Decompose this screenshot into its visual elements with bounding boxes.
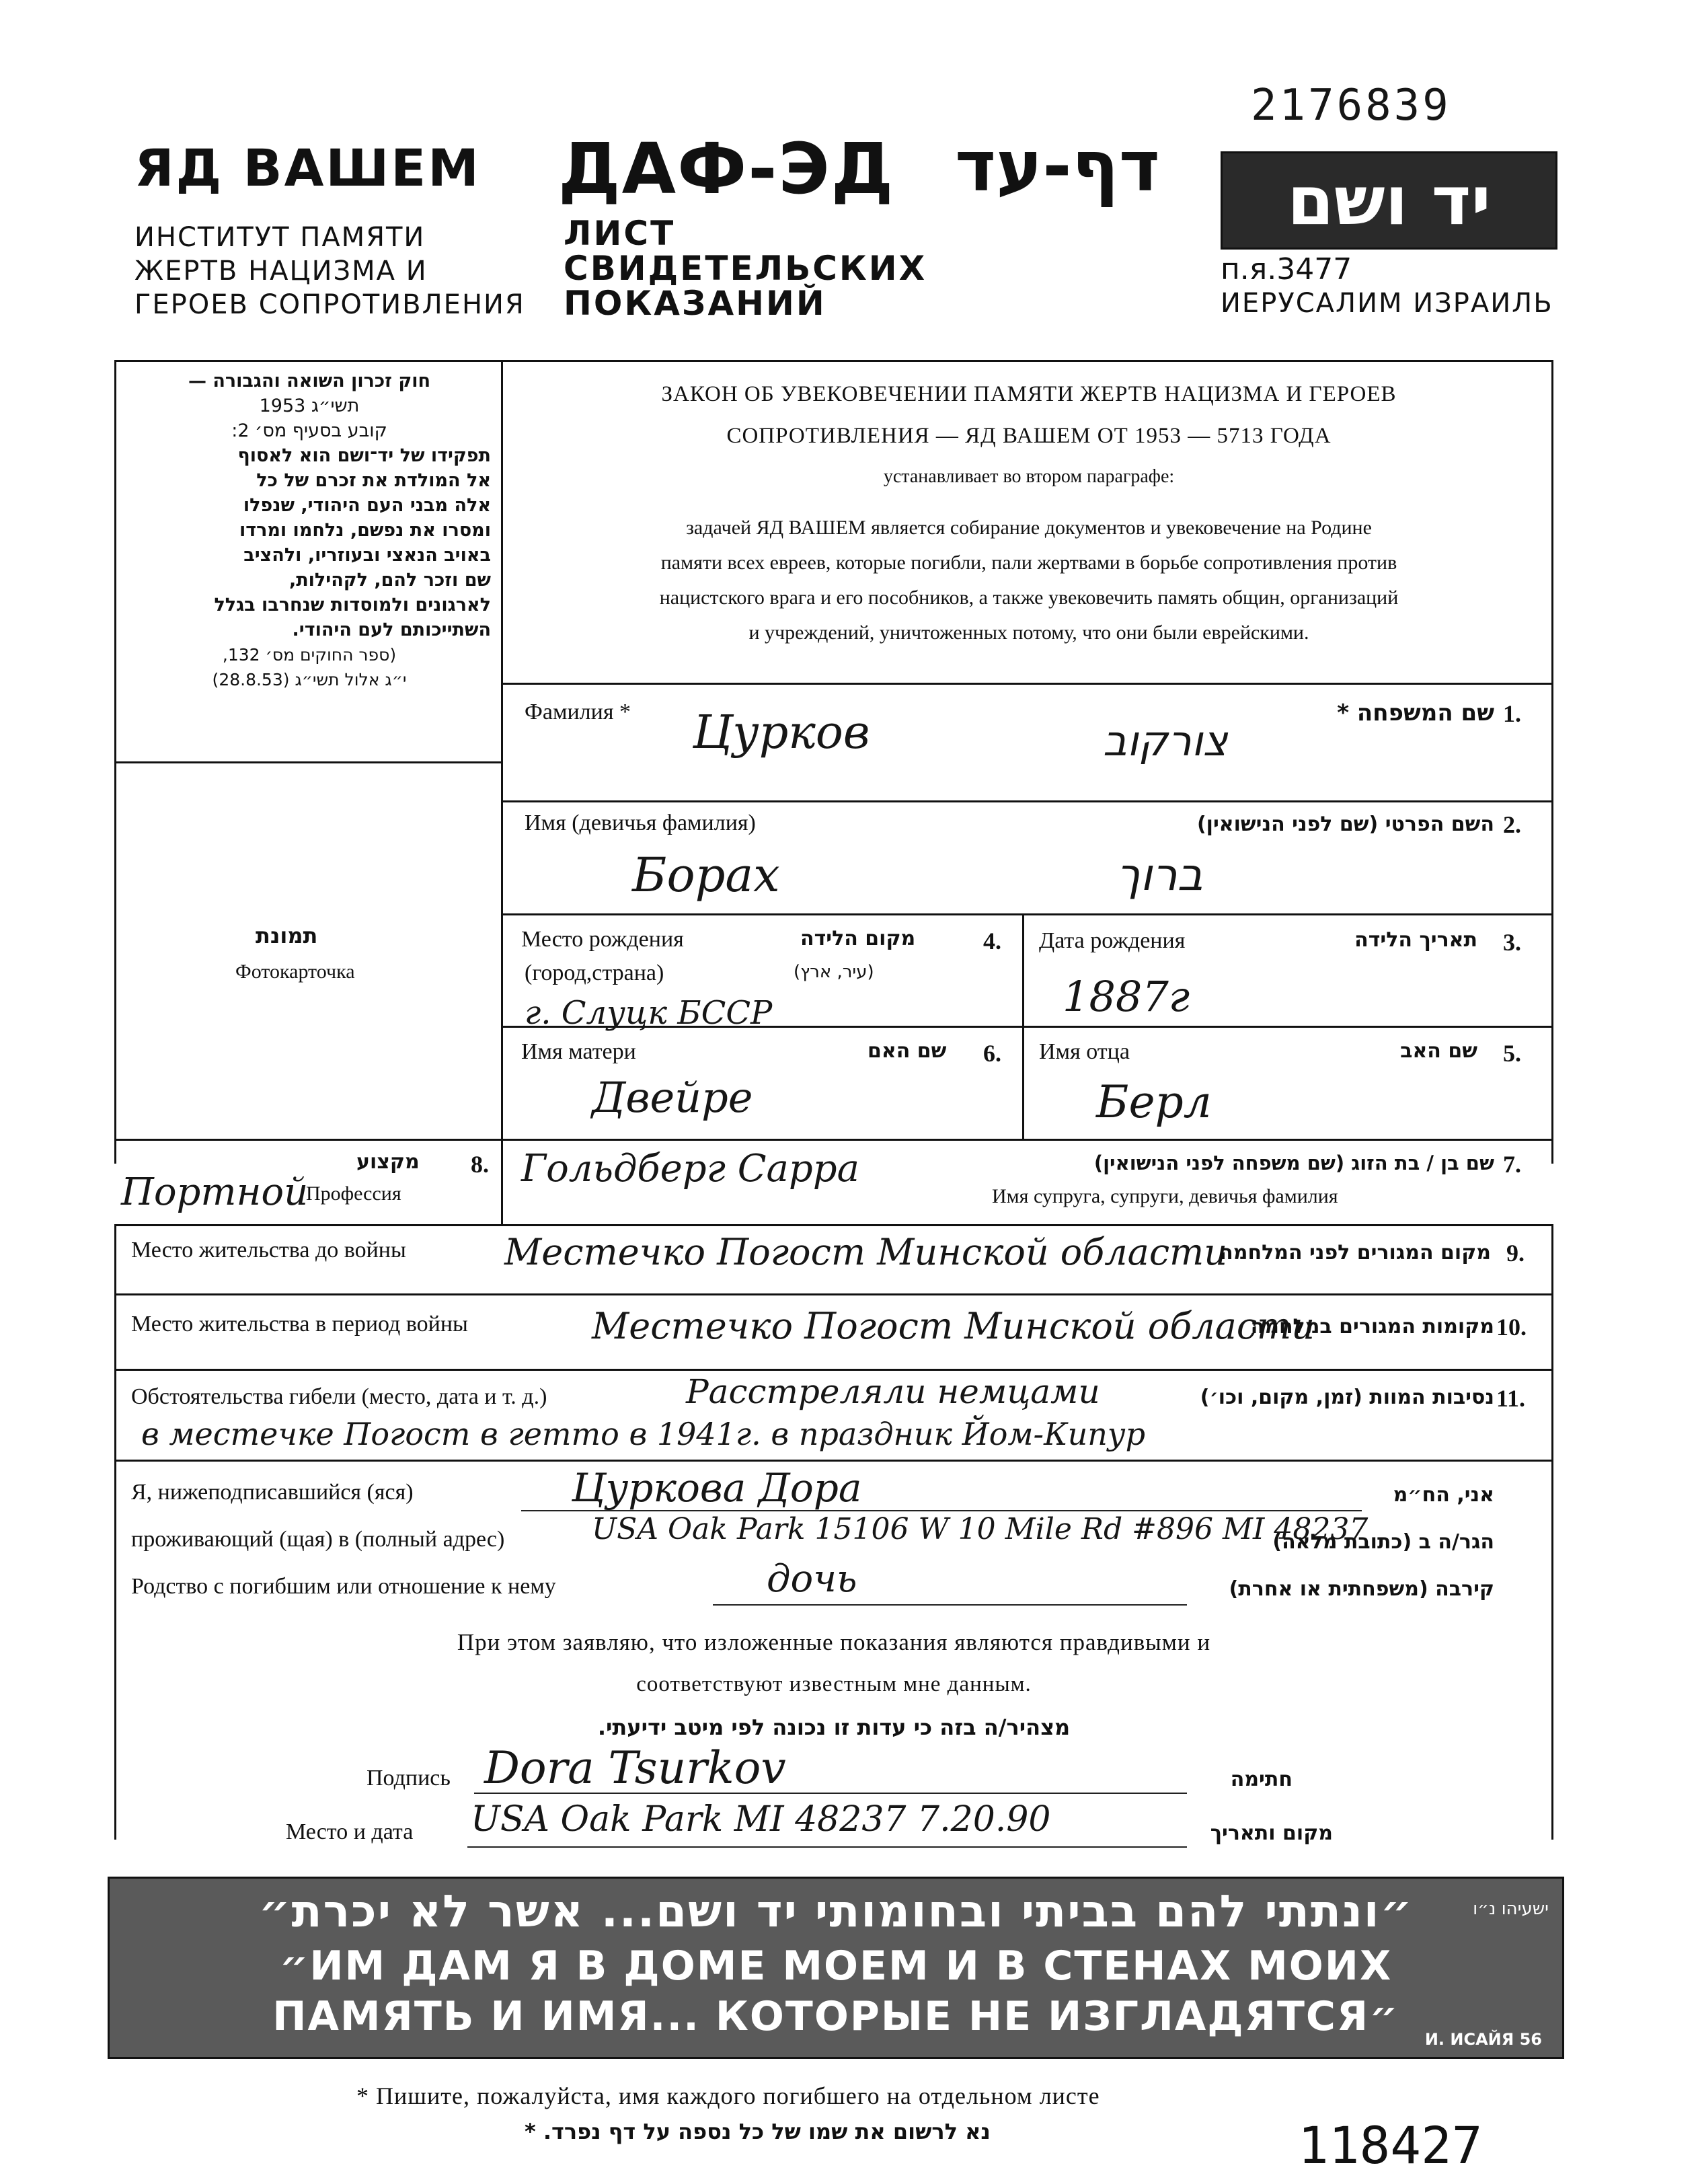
banner-quote-line-2: ПАМЯТЬ И ИМЯ... КОТОРЫЕ НЕ ИЗГЛАДЯТСЯ״	[272, 1993, 1399, 2040]
birthdate-label: Дата рождения	[1039, 928, 1186, 953]
relationship-label-hebrew: קירבה (משפחתית או אחרת)	[1229, 1577, 1494, 1601]
mother-name-value[interactable]: Двейре	[592, 1073, 753, 1122]
surname-label: Фамилия *	[525, 700, 631, 724]
city: ИЕРУСАЛИМ ИЗРАИЛЬ	[1221, 288, 1553, 319]
first-name-value-hebrew[interactable]: ברוך	[1116, 849, 1203, 901]
form-title-hebrew: דף-עד	[955, 125, 1160, 207]
banner-quote-hebrew: ״ונתתי להם בביתי ובחומותי יד ושם... אשר לא יכרת״	[258, 1885, 1414, 1937]
field-number-6: 6.	[983, 1040, 1001, 1067]
law-hebrew-line: תפקידו של יד־ושם הוא לאסוף	[237, 445, 491, 466]
relationship-label: Родство с погибшим или отношение к нему	[131, 1574, 556, 1599]
law-hebrew	[128, 369, 491, 692]
declarant-name-label-hebrew: אני, הח״מ	[1393, 1483, 1494, 1507]
place-date-label-hebrew: מקום ותאריך	[1210, 1821, 1333, 1845]
spouse-label: Имя супруга, супруги, девичья фамилия	[992, 1185, 1338, 1207]
law-hebrew-line: באויב הנאצי ובעוזריו, ולהציב	[243, 545, 491, 566]
field-number-8: 8.	[471, 1151, 489, 1178]
declaration-text	[114, 1621, 1553, 1750]
father-name-label-hebrew: שם האב	[1400, 1039, 1477, 1063]
birthplace-value[interactable]: г. Слуцк БССР	[525, 994, 773, 1032]
org-name: ЯД ВАШЕМ	[134, 138, 481, 198]
law-hebrew-ref: (ספר החוקים מס׳ 132,	[222, 645, 397, 665]
wartime-residence-label-hebrew: מקומות המגורים במלחמה	[1250, 1315, 1494, 1339]
field-number-4: 4.	[983, 928, 1001, 954]
death-circumstances-value-1[interactable]: Расстреляли немцами	[686, 1372, 1100, 1411]
address-label: проживающий (щая) в (полный адрес)	[131, 1527, 505, 1552]
law-subtitle: устанавливает во втором параграфе:	[883, 466, 1175, 487]
declaration-line: соответствуют известным мне данным.	[636, 1672, 1032, 1696]
photo-label-hebrew: תמונת	[256, 923, 318, 948]
birthplace-label-hebrew: מקום הלידה	[800, 927, 916, 950]
father-name-label: Имя отца	[1039, 1039, 1130, 1064]
law-body-line: задачей ЯД ВАШЕМ является собирание документов и увековечение на Родине	[686, 517, 1372, 539]
law-hebrew-line: קובע בסעיף מס׳ 2:	[231, 420, 387, 441]
birthplace-label: Место рождения	[521, 927, 684, 952]
quote-banner	[108, 1877, 1564, 2059]
law-hebrew-line: חוק זכרון השואה והגבורה —	[188, 371, 431, 391]
wartime-residence-value[interactable]: Местечко Погост Минской области	[592, 1305, 1315, 1347]
spouse-value[interactable]: Гольдберг Сарра	[521, 1147, 860, 1191]
birthplace-label-2: (город,страна)	[525, 961, 664, 985]
law-hebrew-date: י״ג אלול תשי״ג (28.8.53)	[212, 670, 407, 689]
declaration-hebrew: מצהיר/ה בזה כי עדות זו נכונה לפי מיטב ידיעתי.	[597, 1715, 1071, 1740]
law-hebrew-line: אלה מבני העם היהודי, שנפלו	[243, 495, 491, 516]
first-name-value[interactable]: Борах	[632, 848, 780, 903]
death-circumstances-value-2[interactable]: в местечке Погост в гетто в 1941г. в праздник Йом-Кипур	[141, 1416, 1146, 1452]
death-circumstances-label: Обстоятельства гибели (место, дата и т. д.)	[131, 1384, 547, 1409]
law-hebrew-line: שם וזכר להם, לקהילות,	[288, 570, 491, 591]
first-name-label: Имя (девичья фамилия)	[525, 811, 756, 835]
field-number-11: 11.	[1496, 1385, 1526, 1412]
field-number-10: 10.	[1496, 1314, 1527, 1341]
wartime-residence-label: Место жительства в период войны	[131, 1312, 468, 1336]
law-title-line: СОПРОТИВЛЕНИЯ — ЯД ВАШЕМ ОТ 1953 — 5713 ГОДА	[726, 424, 1332, 448]
spouse-label-hebrew: שם בן / בת הזוג (שם משפחה לפני הנישואין)	[1093, 1152, 1494, 1174]
father-name-value[interactable]: Берл	[1096, 1076, 1212, 1128]
law-title-line: ЗАКОН ОБ УВЕКОВЕЧЕНИИ ПАМЯТИ ЖЕРТВ НАЦИЗМА И ГЕРОЕВ	[661, 382, 1397, 406]
declarant-name-value[interactable]: Цуркова Дора	[572, 1465, 862, 1511]
place-date-value[interactable]: USA Oak Park MI 48237 7.20.90	[471, 1799, 1051, 1840]
law-body-line: нацистского врага и его пособников, а также увековечить память общин, организаций	[659, 587, 1399, 609]
po-box: п.я.3477	[1221, 252, 1352, 287]
form-subtitle-3: ПОКАЗАНИЙ	[564, 284, 826, 323]
mother-name-label-hebrew: שם האם	[868, 1039, 947, 1063]
law-hebrew-line: השתייכותם לעם היהודי.	[292, 619, 491, 640]
prewar-residence-value[interactable]: Местечко Погост Минской области	[504, 1231, 1228, 1273]
form-title: ДАФ-ЭД	[558, 128, 895, 210]
photo-label: Фотокарточка	[235, 961, 355, 983]
birthdate-value[interactable]: 1887г	[1063, 972, 1190, 1021]
surname-label-hebrew: שם המשפחה *	[1337, 700, 1494, 726]
surname-value-hebrew[interactable]: צורקוב	[1103, 716, 1228, 765]
law-hebrew-line: אל המולדת את זכרם של כל	[256, 470, 491, 491]
form-number: 2176839	[1251, 81, 1451, 130]
address-value[interactable]: USA Oak Park 15106 W 10 Mile Rd #896 MI 48237	[592, 1512, 1369, 1546]
surname-value[interactable]: Цурков	[693, 706, 870, 759]
banner-ref-hebrew: ישעיהו נ״ו	[1473, 1899, 1549, 1919]
birthplace-label-hebrew-2: (עיר, ארץ)	[794, 962, 874, 982]
org-desc-3: ГЕРОЕВ СОПРОТИВЛЕНИЯ	[134, 289, 525, 320]
place-date-label: Место и дата	[286, 1819, 414, 1844]
law-hebrew-line: ומסרו את נפשם, נלחמו ומרדו	[239, 520, 491, 541]
signature-label: Подпись	[367, 1766, 451, 1791]
banner-ref: И. ИСАЙЯ 56	[1424, 2030, 1542, 2049]
declarant-name-label: Я, нижеподписавшийся (яся)	[131, 1480, 414, 1505]
law-hebrew-line: תשי״ג 1953	[259, 396, 360, 416]
first-name-label-hebrew: השם הפרטי (שם לפני הנישואין)	[1196, 813, 1494, 836]
form-subtitle-2: СВИДЕТЕЛЬСКИХ	[564, 249, 927, 288]
address-label-hebrew: הגר/ה ב (כתובת מלאה)	[1272, 1530, 1494, 1554]
org-desc-2: ЖЕРТВ НАЦИЗМА И	[134, 256, 428, 287]
field-number-1: 1.	[1503, 700, 1521, 727]
form-subtitle-1: ЛИСТ	[564, 214, 676, 253]
signature-value[interactable]: Dora Tsurkov	[484, 1742, 786, 1794]
yad-vashem-logo	[1221, 151, 1557, 250]
death-circumstances-label-hebrew: נסיבות המוות (זמן, מקום, וכו׳)	[1200, 1386, 1494, 1409]
field-number-5: 5.	[1503, 1040, 1521, 1067]
profession-label-hebrew: מקצוע	[356, 1150, 420, 1174]
law-body-line: памяти всех евреев, которые погибли, пали жертвами в борьбе сопротивления против	[660, 552, 1397, 574]
law-russian	[518, 373, 1540, 650]
field-number-3: 3.	[1503, 929, 1521, 956]
law-body-line: и учреждений, уничтоженных потому, что они были еврейскими.	[748, 622, 1309, 644]
page-number: 118427	[1298, 2115, 1483, 2175]
profession-label: Профессия	[306, 1182, 401, 1205]
prewar-residence-label-hebrew: מקום המגורים לפני המלחמה	[1219, 1241, 1491, 1265]
field-number-2: 2.	[1503, 811, 1521, 838]
mother-name-label: Имя матери	[521, 1039, 636, 1064]
profession-value[interactable]: Портной	[121, 1170, 309, 1214]
banner-quote-line-1: ״ИМ ДАМ Я В ДОМЕ МОЕМ И В СТЕНАХ МОИХ	[279, 1943, 1393, 1990]
law-hebrew-line: לארגונים ולמוסדות שנחרבו בגלל	[214, 595, 491, 615]
relationship-value[interactable]: дочь	[767, 1557, 857, 1601]
prewar-residence-label: Место жительства до войны	[131, 1238, 406, 1263]
birthdate-label-hebrew: תאריך הלידה	[1354, 928, 1477, 952]
logo-text: יד ושם	[1287, 161, 1491, 240]
declaration-line: При этом заявляю, что изложенные показания являются правдивыми и	[457, 1629, 1211, 1655]
footer-note-hebrew: נא לרשום את שמו של כל נספה על דף נפרד. *	[525, 2119, 991, 2144]
org-desc-1: ИНСТИТУТ ПАМЯТИ	[134, 222, 426, 253]
field-number-9: 9.	[1506, 1240, 1525, 1267]
field-number-7: 7.	[1503, 1151, 1521, 1178]
signature-label-hebrew: חתימה	[1230, 1768, 1293, 1791]
footer-note: * Пишите, пожалуйста, имя каждого погибшего на отдельном листе	[356, 2082, 1100, 2109]
